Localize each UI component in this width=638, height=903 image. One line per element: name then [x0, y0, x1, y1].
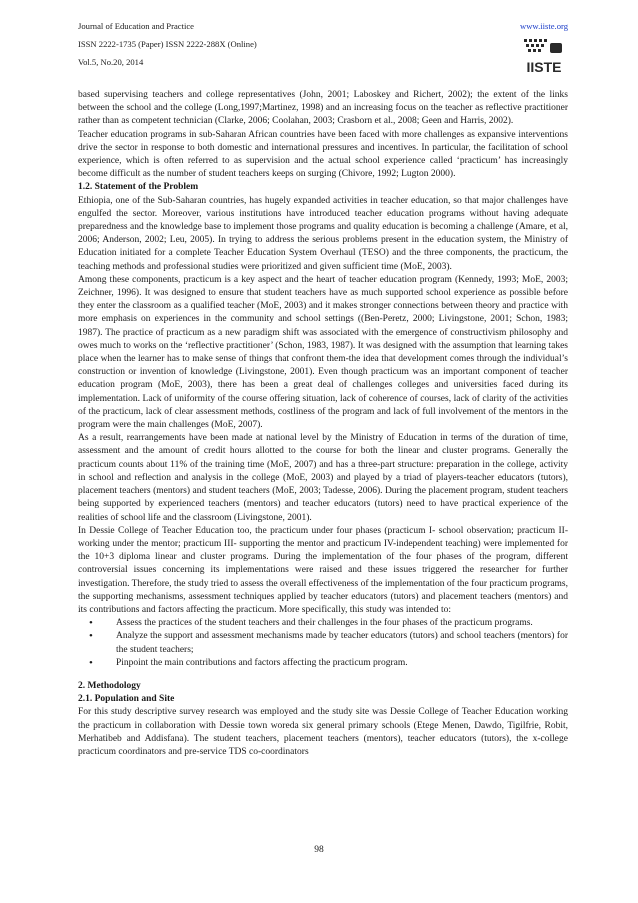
list-item: • Pinpoint the main contributions and factors affecting the practicum program.: [116, 657, 568, 670]
paragraph: Among these components, practicum is a key aspect and the heart of teacher education program (Kennedy, 1993; MoE, 2003; Zeichner, 1996). It was designed to ensure that student teachers have as much supported school experience as possible before they enter the classroom as a qualified teacher (MoE, 2003) and it makes stronger connections between theory and practice with more emphasis on experiences in the community and school settings ((Ben-Peretz, 2000; Livingstone, 2001; Schon, 1983; 1987). The practice of practicum as a new paradigm shift was associated with the emergence of constructivism philosophy and owes much to works on the ‘reflective practitioner’ (Schon, 1983, 1987). It was designed with the assumption that learning takes place when the learner has to make sense of things that confront them-the idea that development comes through the individual’s construction or invention of knowledge (Livingstone, 2001). Even though practicum was an important component of teacher education program (MoE, 2003), there has been a great deal of challenges colleges and universities faced during its implementation. Lack of uniformity of the course offering situation, lack of coherence of courses, lack of clarity of the activities of the practicum, lack of clear assessment methods, costliness of the program and lack of full involvement of the mentors in the program were the main challenges (MoE, 2007).: [78, 274, 568, 431]
section-heading: 2. Methodology: [78, 680, 141, 691]
page-number: 98: [314, 845, 324, 855]
list-item: • Assess the practices of the student teachers and their challenges in the four phases of the practicum programs.: [116, 617, 568, 630]
objectives-list: [78, 617, 568, 670]
journal-name: Journal of Education and Practice: [78, 21, 194, 31]
logo-lettering: IISTE: [526, 59, 562, 75]
subsection-heading: 2.1. Population and Site: [78, 694, 175, 705]
article-body: [78, 89, 568, 759]
paragraph: As a result, rearrangements have been made at national level by the Ministry of Education in terms of the duration of time, assessment and the amount of credit hours allotted to the course for both the linear and cluster programs. Generally the practicum counts about 11% of the training time (MoE, 2007) and has a three-part structure: preparation in the college, activity in school and reflection and analysis in the college (MoE, 2003) and played by a triad of players-teacher educators (tutors), placement teachers (mentors) and student teachers (MoE, 2003; Tadesse, 2006). During the placement program, student teachers being supported by experienced teachers (mentors) and teacher educators (tutors) need to have practical experience of the realities of school life and the classroom (Livingstone, 2001).: [78, 433, 568, 523]
paragraph: For this study descriptive survey research was employed and the study site was Dessie College of Teacher Education working the practicum in collaboration with Dessie town woreda six general primary schools (Etege Menen, Dawdo, Tigilfrie, Robit, Merhatibeb and Addisfana). The student teachers, placement teachers (mentors), teacher educators (tutors), the x-college practicum coordinators and pre-service TDS co-coordinators: [78, 707, 568, 757]
list-item: • Analyze the support and assessment mechanisms made by teacher educators (tutors) and school teachers (mentors) for the student teachers;: [116, 630, 568, 656]
paragraph: Ethiopia, one of the Sub-Saharan countries, has hugely expanded activities in teacher education, so that major challenges have engulfed the sector. Moreover, various institutions have introduced teacher education programs without having adequate preparedness and the knowledge base to implement those programs and quality education is becoming a challenge (Amare, et al, 2006; Anderson, 2002; Leu, 2005). In trying to address the serious problems present in the education system, the Ministry of Education initiated for a complete Teacher Education System Overhaul (TESO) and the three components, the practicum, the teaching methods and professional studies were prioritized and given sufficient time (MoE, 2003).: [78, 195, 568, 272]
issn-line: ISSN 2222-1735 (Paper) ISSN 2222-288X (Online): [78, 39, 257, 49]
paragraph: Teacher education programs in sub-Saharan African countries have been faced with more challenges as expansive interventions drive the sector in response to both domestic and international pressures and incentives. In particular, the facilitation of school experience, which is often referred to as supervision and the actual school experience called ‘practicum’ has increasingly become difficult as the number of student teachers keeps on surging (Chivore, 1992; Lugton 2000).: [78, 129, 568, 180]
journal-url-link[interactable]: www.iiste.org: [520, 21, 568, 31]
page-header: [78, 17, 568, 83]
section-heading: 1.2. Statement of the Problem: [78, 182, 199, 193]
volume-line: Vol.5, No.20, 2014: [78, 57, 144, 67]
paragraph: In Dessie College of Teacher Education too, the practicum under four phases (practicum I- school observation; practicum II- working under the mentor; practicum III- supporting the mentor and practicum IV-independent teaching) were implemented for the 10+3 diploma linear and cluster programs. During the implementation of the four phases of the program, different controversial issues concerning its implementations were raised and these issues triggered the researcher for further investigation. Therefore, the study tried to assess the overall effectiveness of the implementation of the four practicum programs, the supporting mechanisms, assessment techniques applied by teacher educators (tutors) and placement teachers (mentors) and its contributions and factors affecting the practicum. More specifically, this study was intended to:: [78, 525, 568, 615]
paragraph: based supervising teachers and college representatives (John, 2001; Laboskey and Richert, 2002); the extent of the links between the school and the college (Long,1997;Martinez, 1998) and an increasing focus on the teacher as reflective practitioner rather than as competent technician (Clarke, 2006; Coolahan, 2003; Crasborn et al., 2008; Geen and Harris, 2002).: [78, 90, 568, 127]
iiste-logo: [522, 39, 566, 79]
